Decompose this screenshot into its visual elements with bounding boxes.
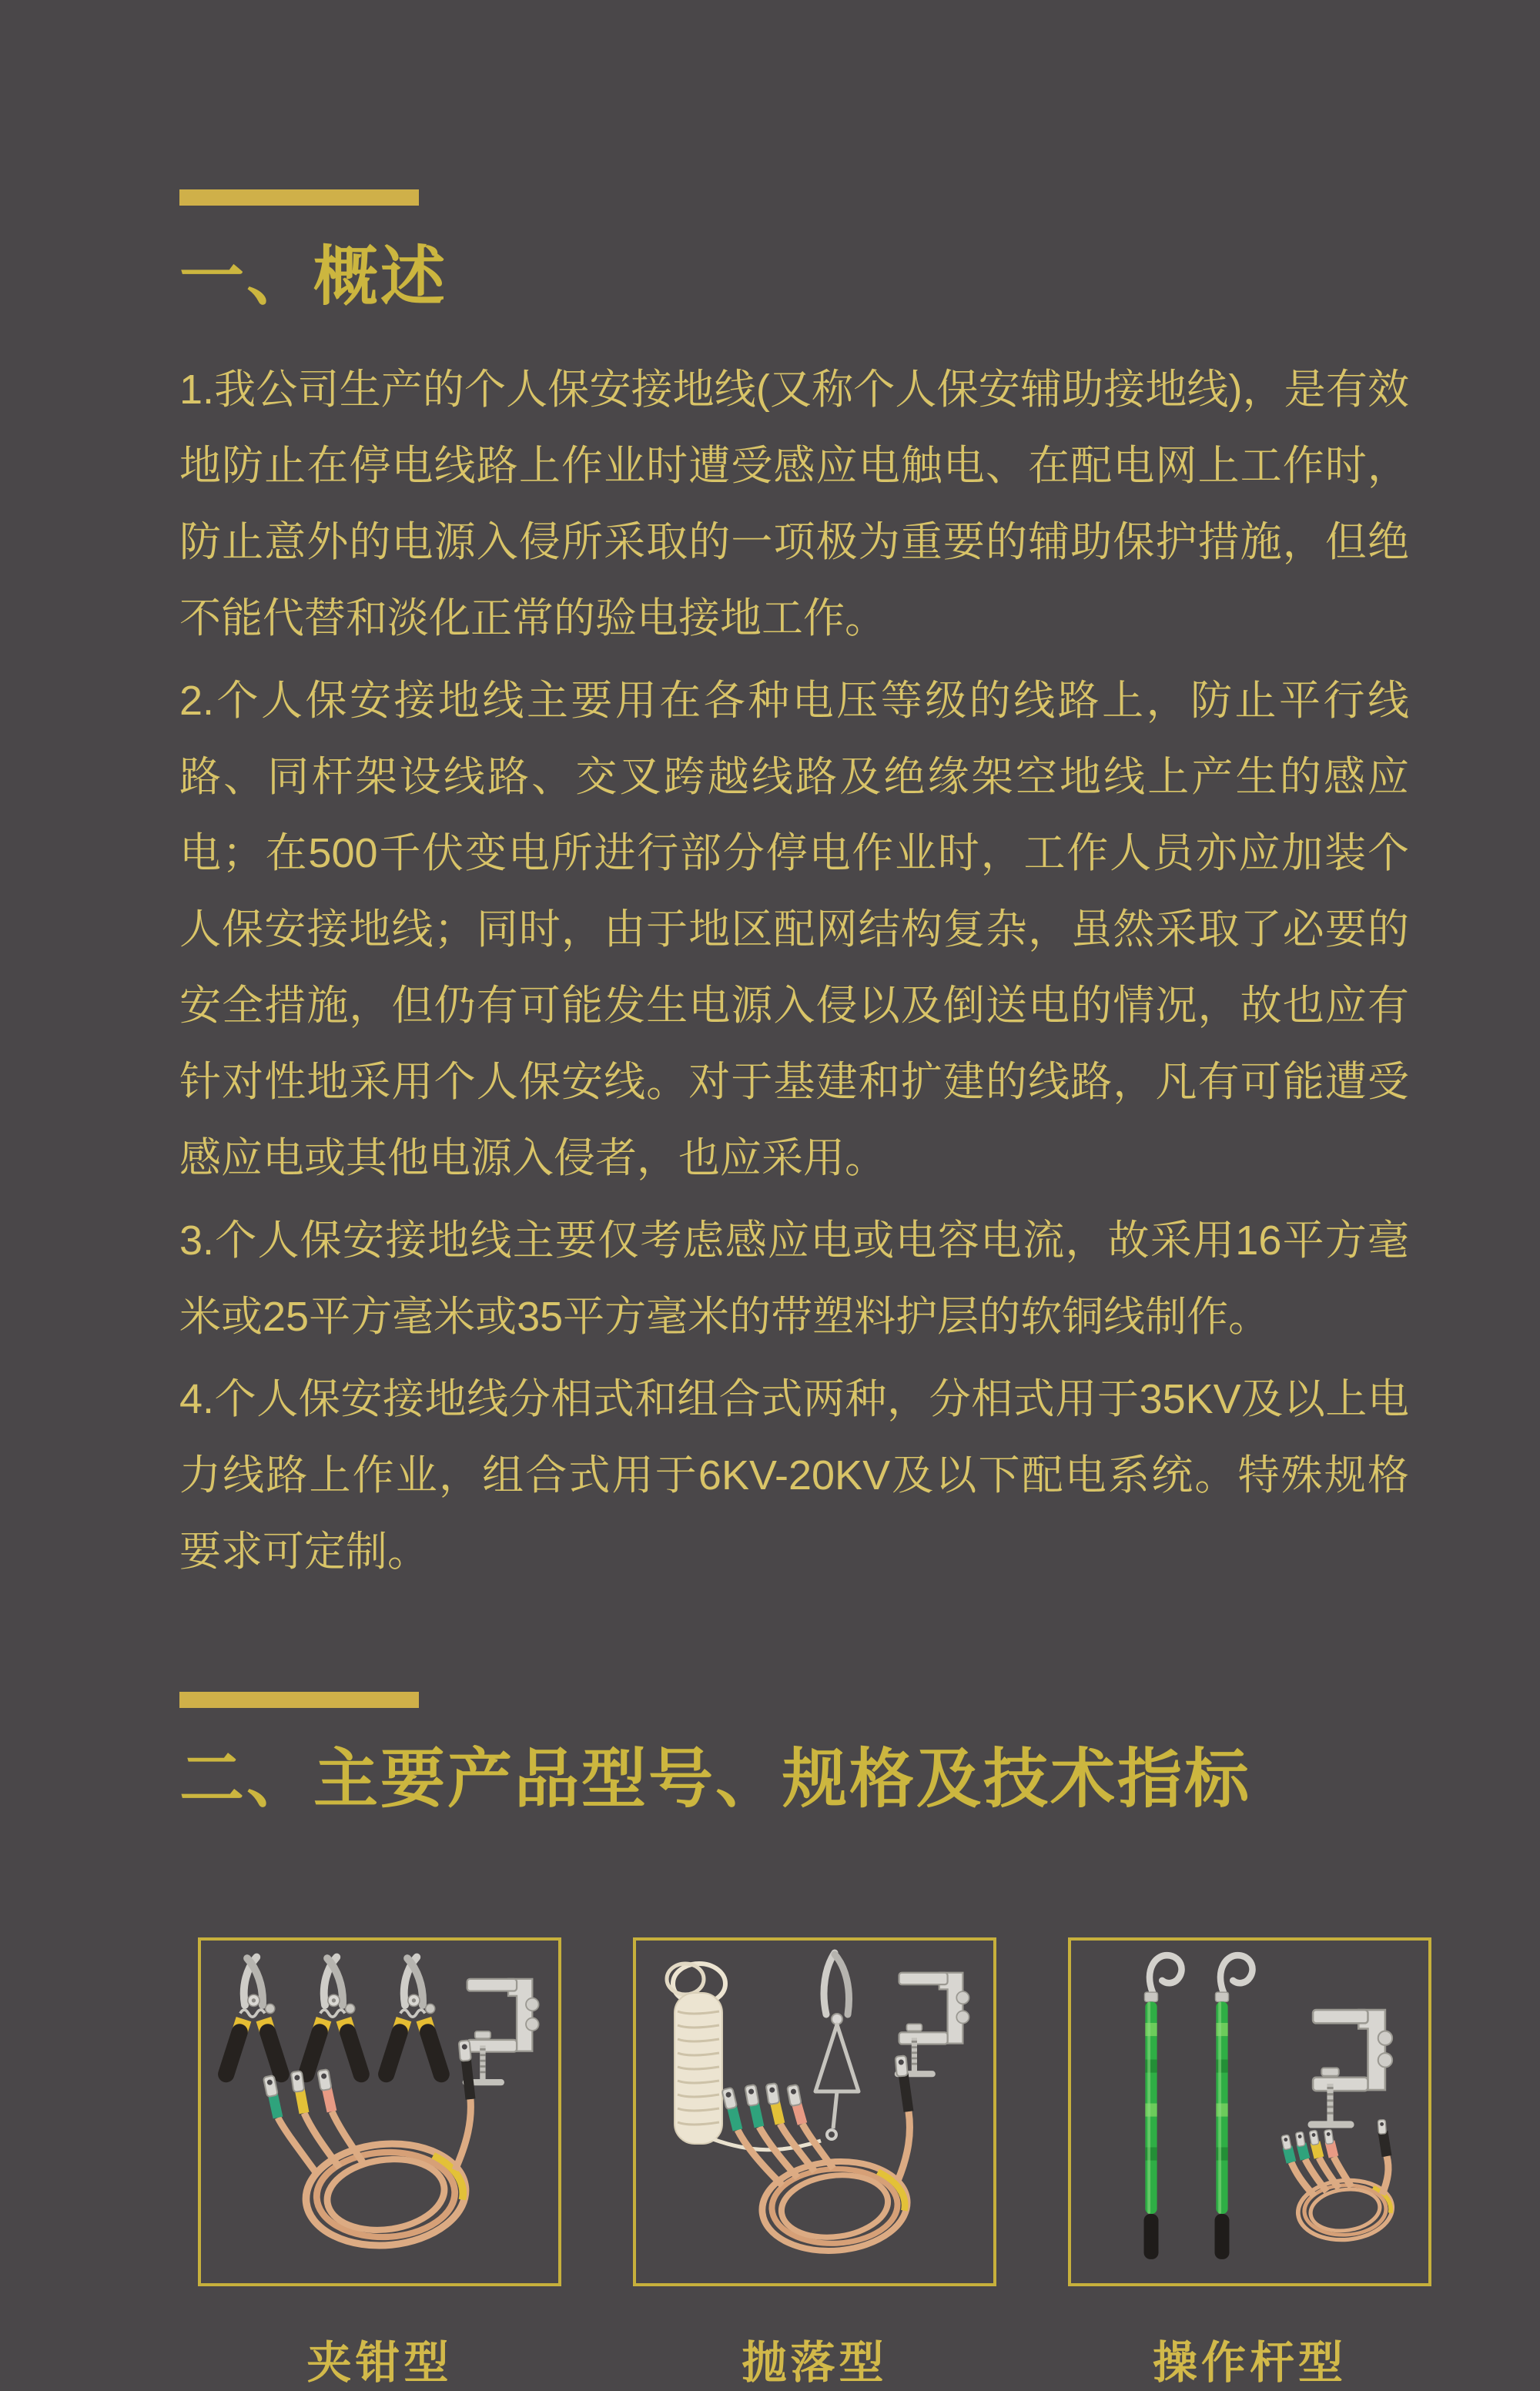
overview-paragraph-2: 2.个人保安接地线主要用在各种电压等级的线路上，防止平行线路、同杆架设线路、交叉跨越线路及绝缘架空地线上产生的感应电；在500千伏变电所进行部分停电作业时，工作人员亦应加装个人保安接地线；同时，由于地区配网结构复杂，虽然采取了必要的安全措施，但仍有可能发生电源入侵以及倒送电的情况，故也应有针对性地采用个人保安线。对于基建和扩建的线路，凡有可能遭受感应电或其他电源入侵者，也应采用。 xyxy=(179,678,1409,1181)
product-card-throw-type xyxy=(633,1937,996,2391)
overview-paragraphs xyxy=(179,352,1409,1590)
copper-cable-coil xyxy=(757,2155,912,2257)
clamp-plier-icon xyxy=(387,1957,441,2075)
throw-type-photo xyxy=(636,1941,993,2283)
clamp-plier-icon xyxy=(226,1957,281,2075)
overview-paragraph-4: 4.个人保安接地线分相式和组合式两种，分相式用于35KV及以上电力线路上作业，组合式用于6KV-20KV及以下配电系统。特殊规格要求可定制。 xyxy=(179,1376,1409,1575)
clamp-plier-icon xyxy=(306,1957,361,2075)
c-clamp-icon xyxy=(466,1979,539,2082)
product-gallery xyxy=(198,1937,1540,2391)
operating-rod-icon xyxy=(1144,1955,1182,2259)
throw-clamp-icon xyxy=(815,1953,859,2139)
overview-paragraph-3: 3.个人保安接地线主要仅考虑感应电或电容电流，故采用16平方毫米或25平方毫米或35平方毫米的带塑料护层的软铜线制作。 xyxy=(179,1217,1409,1340)
product-card-clamp-type xyxy=(198,1937,561,2391)
clamp-type-photo xyxy=(201,1941,558,2283)
overview-paragraph-1: 1.我公司生产的个人保安接地线(又称个人保安辅助接地线)，是有效地防止在停电线路上作业时遭受感应电触电、在配电网上工作时，防止意外的电源入侵所采取的一项极为重要的辅助保护措施，但绝不能代替和淡化正常的验电接地工作。 xyxy=(179,367,1409,641)
section2-accent-bar xyxy=(179,1692,419,1708)
section1-heading: 一、概述 xyxy=(179,240,448,313)
operating-rod-type-photo xyxy=(1071,1941,1428,2283)
section2-heading: 二、主要产品型号、规格及技术指标 xyxy=(179,1743,1252,1815)
product-label-clamp-type: 夹钳型 xyxy=(306,2338,453,2388)
product-label-operating-rod-type: 操作杆型 xyxy=(1152,2338,1347,2388)
c-clamp-icon xyxy=(1311,2010,1392,2125)
product-image-throw-type xyxy=(633,1937,996,2286)
product-card-operating-rod-type xyxy=(1068,1937,1431,2391)
c-clamp-icon xyxy=(898,1973,969,2074)
product-label-throw-type: 抛落型 xyxy=(742,2338,888,2388)
product-image-operating-rod-type xyxy=(1068,1937,1431,2286)
product-image-clamp-type xyxy=(198,1937,561,2286)
operating-rod-icon xyxy=(1215,1955,1253,2259)
section1-accent-bar xyxy=(179,189,419,206)
